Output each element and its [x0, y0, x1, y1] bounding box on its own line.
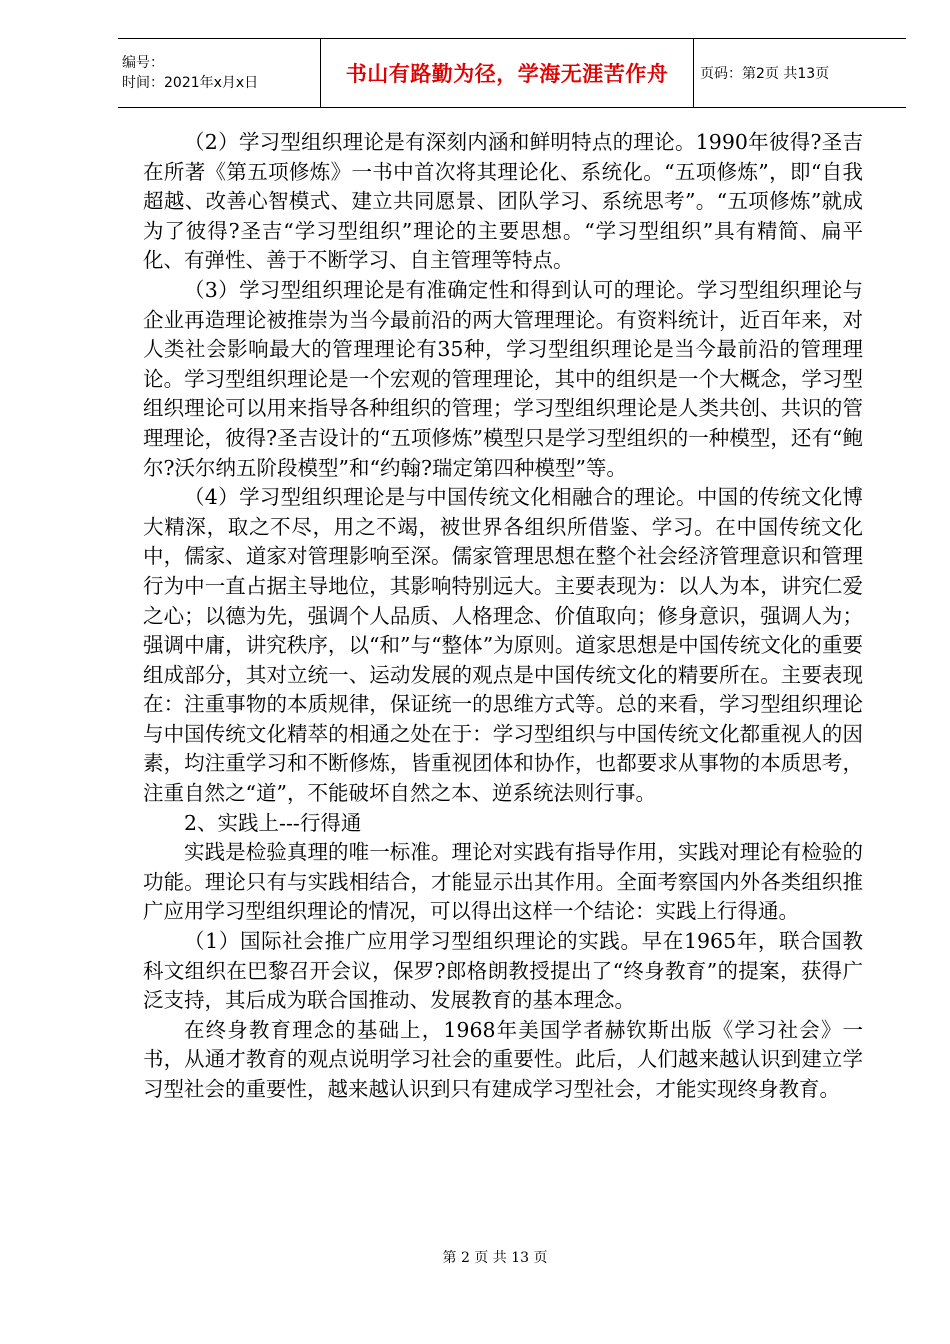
page-info: 页码：第2页 共13页	[694, 39, 907, 108]
paragraph: （2）学习型组织理论是有深刻内涵和鲜明特点的理论。1990年彼得?圣吉在所著《第五项修炼》一书中首次将其理论化、系统化。“五项修炼”，即“自我超越、改善心智模式、建立共同愿景、团队学习、系统思考”。“五项修炼”就成为了彼得?圣吉“学习型组织”理论的主要思想。“学习型组织”具有精简、扁平化、有弹性、善于不断学习、自主管理等特点。	[143, 130, 863, 273]
motto: 书山有路勤为径，学海无涯苦作舟	[345, 62, 669, 86]
paragraph: 实践是检验真理的唯一标准。理论对实践有指导作用，实践对理论有检验的功能。理论只有与实践相结合，才能显示出其作用。全面考察国内外各类组织推广应用学习型组织理论的情况，可以得出这样一个结论：实践上行得通。	[143, 840, 863, 924]
section-heading: 2、实践上---行得通	[184, 810, 362, 835]
paragraph: （4）学习型组织理论是与中国传统文化相融合的理论。中国的传统文化博大精深，取之不尽，用之不竭，被世界各组织所借鉴、学习。在中国传统文化中，儒家、道家对管理影响至深。儒家管理思想在整个社会经济管理意识和管理行为中一直占据主导地位，其影响特别远大。主要表现为：以人为本，讲究仁爱之心；以德为先，强调个人品质、人格理念、价值取向；修身意识，强调人为；强调中庸，讲究秩序，以“和”与“整体”为原则。道家思想是中国传统文化的重要组成部分，其对立统一、运动发展的观点是中国传统文化的精要所在。主要表现在：注重事物的本质规律，保证统一的思维方式等。总的来看，学习型组织理论与中国传统文化精萃的相通之处在于：学习型组织与中国传统文化都重视人的因素，均注重学习和不断修炼，皆重视团体和协作，也都要求从事物的本质思考，注重自然之“道”，不能破坏自然之本、逆系统法则行事。	[143, 485, 863, 806]
paragraph: （1）国际社会推广应用学习型组织理论的实践。早在1965年，联合国教科文组织在巴黎召开会议，保罗?郎格朗教授提出了“终身教育”的提案，获得广泛支持，其后成为联合国推动、发展教育的基本理念。	[143, 929, 863, 1013]
time-label: 时间：2021年x月x日	[122, 75, 259, 91]
page-header	[118, 38, 906, 108]
header-motto-cell	[321, 39, 694, 108]
header-meta	[118, 39, 321, 108]
paragraph: 在终身教育理念的基础上，1968年美国学者赫钦斯出版《学习社会》一书，从通才教育的观点说明学习社会的重要性。此后，人们越来越认识到建立学习型社会的重要性，越来越认识到只有建成学习型社会，才能实现终身教育。	[143, 1017, 863, 1101]
paragraph: （3）学习型组织理论是有准确定性和得到认可的理论。学习型组织理论与企业再造理论被推崇为当今最前沿的两大管理理论。有资料统计，近百年来，对人类社会影响最大的管理理论有35种，学习型组织理论是当今最前沿的管理理论。学习型组织理论是一个宏观的管理理论，其中的组织是一个大概念，学习型组织理论可以用来指导各种组织的管理；学习型组织理论是人类共创、共识的管理理论，彼得?圣吉设计的“五项修炼”模型只是学习型组织的一种模型，还有“鲍尔?沃尔纳五阶段模型”和“约翰?瑞定第四种模型”等。	[143, 277, 863, 480]
page-footer: 第 2 页 共 13 页	[442, 1250, 548, 1266]
serial-label: 编号：	[122, 55, 164, 71]
document-body	[143, 128, 863, 1105]
